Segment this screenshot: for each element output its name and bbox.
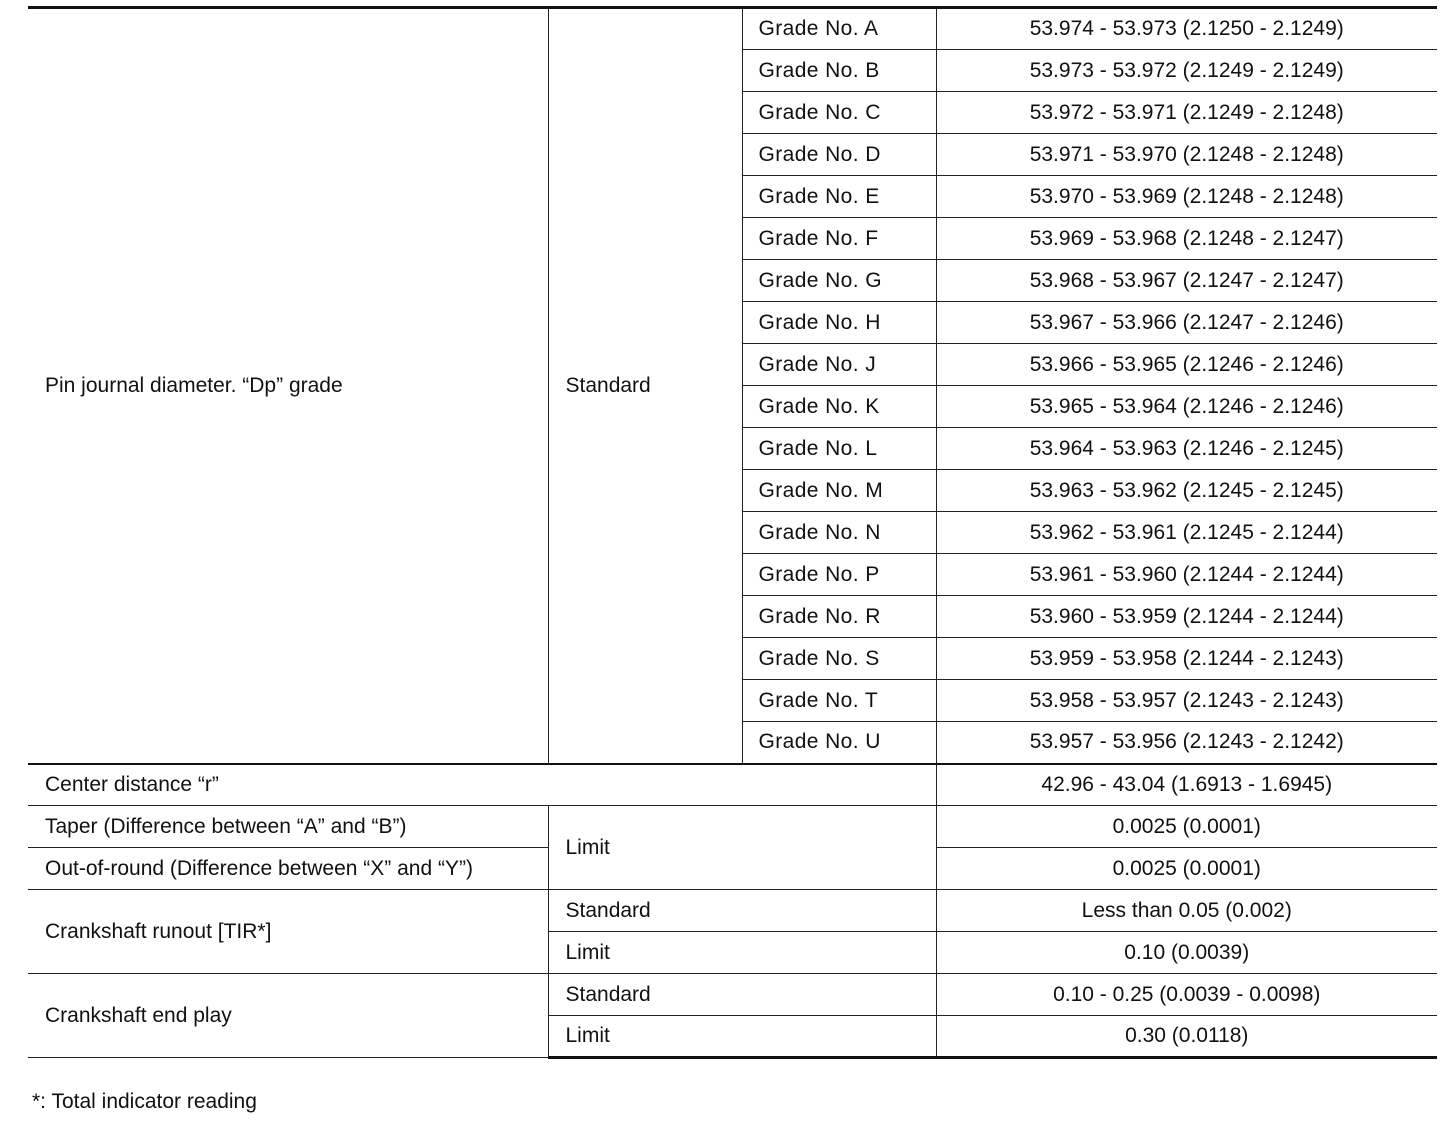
grade-value: 53.970 - 53.969 (2.1248 - 2.1248) bbox=[936, 176, 1437, 218]
grade-value: 53.974 - 53.973 (2.1250 - 2.1249) bbox=[936, 8, 1437, 50]
center-distance-value: 42.96 - 43.04 (1.6913 - 1.6945) bbox=[936, 764, 1437, 806]
grade-value: 53.973 - 53.972 (2.1249 - 2.1249) bbox=[936, 50, 1437, 92]
grade-label: Grade No. U bbox=[742, 722, 936, 764]
grade-label: Grade No. G bbox=[742, 260, 936, 302]
grade-value: 53.968 - 53.967 (2.1247 - 2.1247) bbox=[936, 260, 1437, 302]
taper-value: 0.0025 (0.0001) bbox=[936, 806, 1437, 848]
grade-value: 53.963 - 53.962 (2.1245 - 2.1245) bbox=[936, 470, 1437, 512]
runout-standard-label: Standard bbox=[548, 890, 936, 932]
runout-label: Crankshaft runout [TIR*] bbox=[28, 890, 548, 974]
grade-label: Grade No. H bbox=[742, 302, 936, 344]
runout-limit-label: Limit bbox=[548, 932, 936, 974]
grade-value: 53.959 - 53.958 (2.1244 - 2.1243) bbox=[936, 638, 1437, 680]
pin-journal-condition: Standard bbox=[548, 8, 742, 764]
crankshaft-spec-table bbox=[28, 6, 1437, 1059]
grade-value: 53.965 - 53.964 (2.1246 - 2.1246) bbox=[936, 386, 1437, 428]
grade-label: Grade No. A bbox=[742, 8, 936, 50]
grade-value: 53.958 - 53.957 (2.1243 - 2.1243) bbox=[936, 680, 1437, 722]
grade-label: Grade No. L bbox=[742, 428, 936, 470]
grade-value: 53.966 - 53.965 (2.1246 - 2.1246) bbox=[936, 344, 1437, 386]
end-play-standard-value: 0.10 - 0.25 (0.0039 - 0.0098) bbox=[936, 974, 1437, 1016]
grade-label: Grade No. T bbox=[742, 680, 936, 722]
table-row bbox=[28, 974, 1437, 1016]
grade-value: 53.960 - 53.959 (2.1244 - 2.1244) bbox=[936, 596, 1437, 638]
table-row bbox=[28, 764, 1437, 806]
end-play-limit-label: Limit bbox=[548, 1016, 936, 1058]
grade-value: 53.972 - 53.971 (2.1249 - 2.1248) bbox=[936, 92, 1437, 134]
out-of-round-value: 0.0025 (0.0001) bbox=[936, 848, 1437, 890]
footnote: *: Total indicator reading bbox=[32, 1090, 257, 1113]
end-play-label: Crankshaft end play bbox=[28, 974, 548, 1058]
grade-label: Grade No. S bbox=[742, 638, 936, 680]
taper-oor-condition: Limit bbox=[548, 806, 936, 890]
grade-label: Grade No. J bbox=[742, 344, 936, 386]
grade-label: Grade No. P bbox=[742, 554, 936, 596]
pin-journal-label: Pin journal diameter. “Dp” grade bbox=[28, 8, 548, 764]
grade-label: Grade No. K bbox=[742, 386, 936, 428]
center-distance-label: Center distance “r” bbox=[28, 764, 936, 806]
taper-label: Taper (Difference between “A” and “B”) bbox=[28, 806, 548, 848]
grade-value: 53.967 - 53.966 (2.1247 - 2.1246) bbox=[936, 302, 1437, 344]
grade-label: Grade No. F bbox=[742, 218, 936, 260]
grade-label: Grade No. R bbox=[742, 596, 936, 638]
grade-value: 53.961 - 53.960 (2.1244 - 2.1244) bbox=[936, 554, 1437, 596]
grade-label: Grade No. C bbox=[742, 92, 936, 134]
grade-label: Grade No. N bbox=[742, 512, 936, 554]
runout-standard-value: Less than 0.05 (0.002) bbox=[936, 890, 1437, 932]
table-row bbox=[28, 890, 1437, 932]
grade-value: 53.969 - 53.968 (2.1248 - 2.1247) bbox=[936, 218, 1437, 260]
table-row bbox=[28, 806, 1437, 848]
table-row bbox=[28, 8, 1437, 50]
end-play-limit-value: 0.30 (0.0118) bbox=[936, 1016, 1437, 1058]
out-of-round-label: Out-of-round (Difference between “X” and “Y”) bbox=[28, 848, 548, 890]
grade-value: 53.957 - 53.956 (2.1243 - 2.1242) bbox=[936, 722, 1437, 764]
runout-limit-value: 0.10 (0.0039) bbox=[936, 932, 1437, 974]
spec-table-body bbox=[28, 8, 1437, 1058]
grade-label: Grade No. E bbox=[742, 176, 936, 218]
grade-value: 53.971 - 53.970 (2.1248 - 2.1248) bbox=[936, 134, 1437, 176]
grade-label: Grade No. B bbox=[742, 50, 936, 92]
end-play-standard-label: Standard bbox=[548, 974, 936, 1016]
grade-value: 53.964 - 53.963 (2.1246 - 2.1245) bbox=[936, 428, 1437, 470]
grade-label: Grade No. M bbox=[742, 470, 936, 512]
grade-value: 53.962 - 53.961 (2.1245 - 2.1244) bbox=[936, 512, 1437, 554]
grade-label: Grade No. D bbox=[742, 134, 936, 176]
